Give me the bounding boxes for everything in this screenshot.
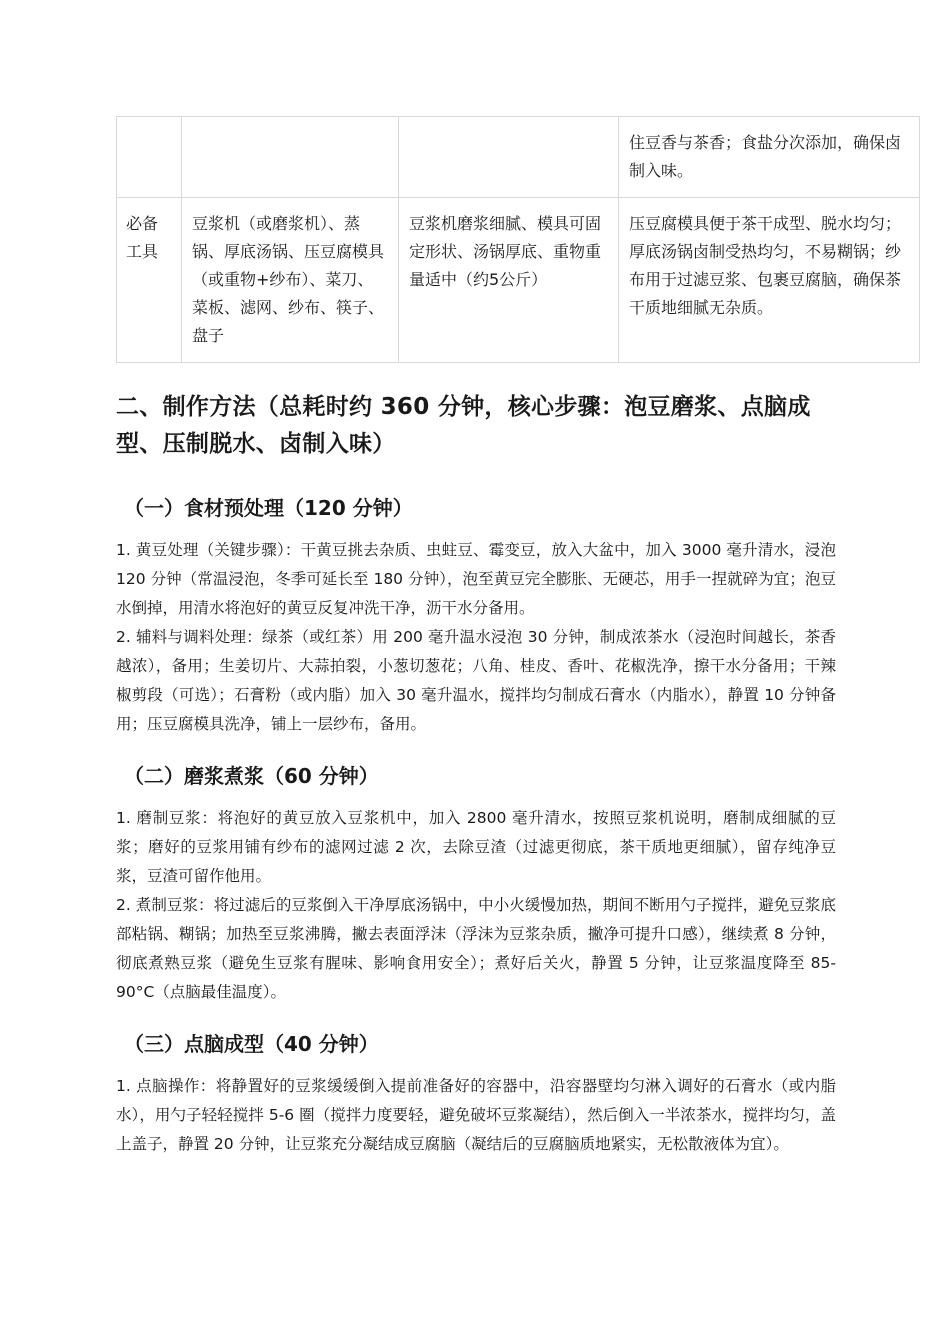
subsection-curdling bbox=[116, 1029, 836, 1159]
table-cell: 住豆香与茶香；食盐分次添加，确保卤制入味。 bbox=[619, 117, 920, 198]
tools-table bbox=[116, 116, 920, 363]
subsection-preprocessing bbox=[116, 493, 836, 739]
section-heading: 二、制作方法（总耗时约 360 分钟，核心步骤：泡豆磨浆、点脑成型、压制脱水、卤制入味） bbox=[116, 394, 811, 457]
document-page bbox=[116, 116, 902, 1159]
table-cell bbox=[399, 117, 619, 198]
table-cell bbox=[182, 117, 399, 198]
subsection-heading: （二）磨浆煮浆（60 分钟） bbox=[124, 764, 379, 788]
subsection-grinding bbox=[116, 761, 836, 1007]
table-cell bbox=[117, 117, 182, 198]
step-paragraph: 1. 黄豆处理（关键步骤）：干黄豆挑去杂质、虫蛀豆、霉变豆，放入大盆中，加入 3000 毫升清水，浸泡 120 分钟（常温浸泡，冬季可延长至 180 分钟），泡至黄豆完全膨胀、无硬芯，用手一捏就碎为宜；泡豆水倒掉，用清水将泡好的黄豆反复冲洗干净，沥干水分备用。 bbox=[116, 541, 836, 617]
table-row bbox=[117, 117, 920, 198]
step-paragraph: 2. 煮制豆浆：将过滤后的豆浆倒入干净厚底汤锅中，中小火缓慢加热，期间不断用勺子搅拌，避免豆浆底部粘锅、糊锅；加热至豆浆沸腾，撇去表面浮沫（浮沫为豆浆杂质，撇净可提升口感），继续煮 8 分钟，彻底煮熟豆浆（避免生豆浆有腥味、影响食用安全）；煮好后关火，静置 5 分钟，让豆浆温度降至 85-90°C（点脑最佳温度）。 bbox=[116, 896, 836, 1001]
step-paragraph: 1. 点脑操作：将静置好的豆浆缓缓倒入提前准备好的容器中，沿容器壁均匀淋入调好的石膏水（或内脂水），用勺子轻轻搅拌 5-6 圈（搅拌力度要轻，避免破坏豆浆凝结），然后倒入一半浓茶水，搅拌均匀，盖上盖子，静置 20 分钟，让豆浆充分凝结成豆腐脑（凝结后的豆腐脑质地紧实，无松散液体为宜）。 bbox=[116, 1077, 836, 1153]
table-row bbox=[117, 198, 920, 363]
table-cell-requirements: 豆浆机磨浆细腻、模具可固定形状、汤锅厚底、重物重量适中（约5公斤） bbox=[399, 198, 619, 363]
subsection-heading: （三）点脑成型（40 分钟） bbox=[124, 1032, 379, 1056]
table-cell-category: 必备工具 bbox=[117, 198, 182, 363]
step-paragraph: 1. 磨制豆浆：将泡好的黄豆放入豆浆机中，加入 2800 毫升清水，按照豆浆机说明，磨制成细腻的豆浆；磨好的豆浆用铺有纱布的滤网过滤 2 次，去除豆渣（过滤更彻底，茶干质地更细腻），留存纯净豆浆，豆渣可留作他用。 bbox=[116, 809, 836, 885]
table-cell-tools-list: 豆浆机（或磨浆机）、蒸锅、厚底汤锅、压豆腐模具（或重物+纱布）、菜刀、菜板、滤网、纱布、筷子、盘子 bbox=[182, 198, 399, 363]
table-cell-notes: 压豆腐模具便于茶干成型、脱水均匀；厚底汤锅卤制受热均匀，不易糊锅；纱布用于过滤豆浆、包裹豆腐脑，确保茶干质地细腻无杂质。 bbox=[619, 198, 920, 363]
subsection-heading: （一）食材预处理（120 分钟） bbox=[124, 496, 413, 520]
step-paragraph: 2. 辅料与调料处理：绿茶（或红茶）用 200 毫升温水浸泡 30 分钟，制成浓茶水（浸泡时间越长，茶香越浓），备用；生姜切片、大蒜拍裂，小葱切葱花；八角、桂皮、香叶、花椒洗净，擦干水分备用；干辣椒剪段（可选）；石膏粉（或内脂）加入 30 毫升温水，搅拌均匀制成石膏水（内脂水），静置 10 分钟备用；压豆腐模具洗净，铺上一层纱布，备用。 bbox=[116, 628, 836, 733]
